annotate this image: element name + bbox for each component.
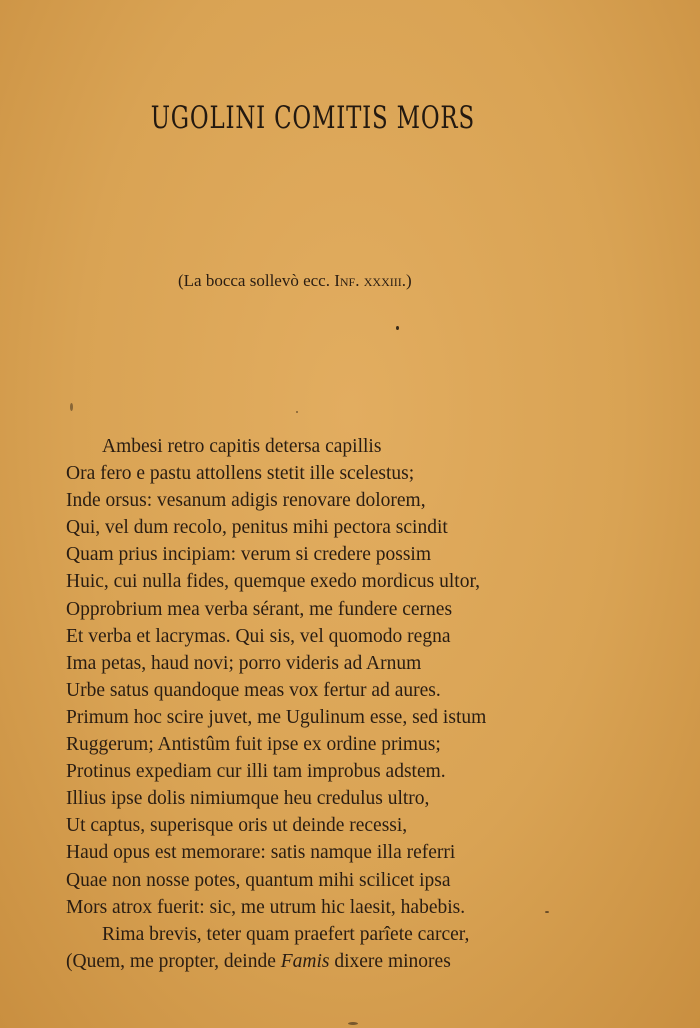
subtitle-ref: Inf. xxxiii. xyxy=(334,271,406,290)
italic-word: Famis xyxy=(280,950,330,972)
poem-line: Qui, vel dum recolo, penitus mihi pectora scindit xyxy=(66,517,448,539)
poem-line: Ima petas, haud novi; porro videris ad Arnum xyxy=(66,652,422,674)
poem-line: Quae non nosse potes, quantum mihi scilicet ipsa xyxy=(66,869,451,891)
poem-line: Ora fero e pastu attollens stetit ille scelestus; xyxy=(66,463,415,485)
poem-line: Protinus expediam cur illi tam improbus adstem. xyxy=(66,761,446,783)
poem-line: Et verba et lacrymas. Qui sis, vel quomodo regna xyxy=(66,625,451,647)
subtitle-reference xyxy=(178,271,412,291)
page-title: UGOLINI COMITIS MORS xyxy=(150,100,475,136)
poem-line: Rima brevis, teter quam praefert parîete carcer, xyxy=(102,923,470,945)
poem-line: Quam prius incipiam: verum si credere possim xyxy=(66,544,431,566)
poem-line: Primum hoc scire juvet, me Ugulinum esse, sed istum xyxy=(66,706,487,728)
poem-line: Illius ipse dolis nimiumque heu credulus ultro, xyxy=(66,788,430,810)
poem-line: Haud opus est memorare: satis namque illa referri xyxy=(66,842,456,864)
poem-line: Huic, cui nulla fides, quemque exedo mordicus ultor, xyxy=(66,571,481,593)
poem-line: Inde orsus: vesanum adigis renovare dolorem, xyxy=(66,490,426,512)
poem-line: Ruggerum; Antistûm fuit ipse ex ordine primus; xyxy=(66,734,441,756)
paper-speck xyxy=(396,326,399,330)
subtitle-suffix: ) xyxy=(405,271,412,290)
poem-line: Opprobrium mea verba sérant, me fundere cernes xyxy=(66,598,453,620)
poem-line: Urbe satus quandoque meas vox fertur ad aures. xyxy=(66,679,441,701)
paper-speck xyxy=(296,411,298,413)
paper-speck xyxy=(70,403,73,411)
paper-speck xyxy=(545,911,549,913)
poem-line: Mors atrox fuerit: sic, me utrum hic laesit, habebis. xyxy=(66,896,466,918)
poem-line: (Quem, me propter, deinde Famis dixere minores xyxy=(66,950,451,972)
subtitle-prefix: (La bocca sollevò ecc. xyxy=(178,271,330,290)
poem-body xyxy=(66,433,676,975)
poem-line: Ambesi retro capitis detersa capillis xyxy=(102,436,382,457)
poem-line: Ut captus, superisque oris ut deinde recessi, xyxy=(66,815,408,837)
paper-speck xyxy=(348,1022,358,1025)
